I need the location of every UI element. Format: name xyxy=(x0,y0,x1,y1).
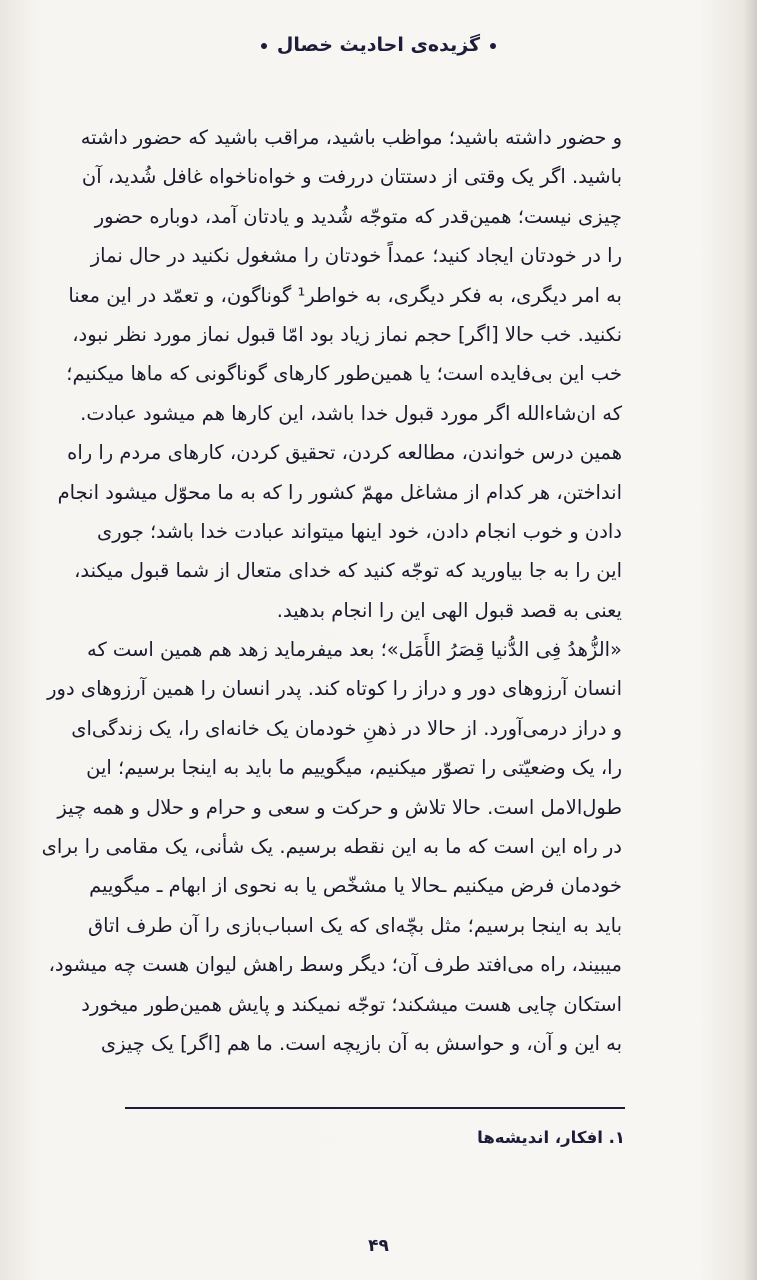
body-text xyxy=(41,118,622,1063)
text-line: این را به جا بیاورید که توجّه کنید که خدای متعال از شما قبول میکند، xyxy=(74,559,622,583)
text-line: را در خودتان ایجاد کنید؛ عمداً خودتان را مشغول نکنید در حال نماز xyxy=(90,244,622,268)
text-line: دادن و خوب انجام دادن، خود اینها میتواند عبادت خدا باشد؛ جوری xyxy=(96,519,622,543)
text-line: باید به اینجا برسیم؛ مثل بچّه‌ای که یک اسباب‌بازی را آن طرف اتاق xyxy=(88,913,622,937)
text-line: خودمان فرض میکنیم ـحالا یا مشخّص یا به نحوی از ابهام ـ میگوییم xyxy=(89,874,622,898)
footnote-divider xyxy=(125,1107,625,1109)
page-shadow-edge xyxy=(743,0,757,1280)
text-line: نکنید. خب حالا [اگر] حجم نماز زیاد بود امّا قبول نماز مورد نظر نبود، xyxy=(72,322,622,346)
text-line: استکان چایی هست میشکند؛ توجّه نمیکند و پایش همین‌طور میخورد xyxy=(81,992,622,1016)
text-line: باشید. اگر یک وقتی از دستتان دررفت و خواه‌ناخواه غافل شُدید، آن xyxy=(81,165,622,189)
header-bullet-right xyxy=(490,43,496,49)
header-title: گزیده‌ی احادیث خصال xyxy=(276,34,481,56)
text-line: و حضور داشته باشید؛ مواظب باشید، مراقب باشید که حضور داشته xyxy=(80,126,622,149)
text-line: به این و آن، و حواسش به آن بازیچه است. ما هم [اگر] یک چیزی xyxy=(100,1031,622,1055)
text-line: میبیند، راه می‌افتد طرف آن؛ دیگر وسط راهش لیوان هست چه میشود، xyxy=(48,953,622,977)
text-line: خب این بی‌فایده است؛ یا همین‌طور کارهای گوناگونی که ماها میکنیم؛ xyxy=(66,362,622,386)
text-line: طول‌الامل است. حالا تلاش و حرکت و سعی و حرام و حلال و همه چیز xyxy=(57,795,622,819)
footnote: ۱. افکار، اندیشه‌ها xyxy=(477,1128,625,1147)
text-line-paragraph-end: یعنی به قصد قبول الهی این را انجام بدهید. xyxy=(276,598,622,622)
text-line: انسان آرزوهای دور و دراز را کوتاه کند. پدر انسان را همین آرزوهای دور xyxy=(47,677,622,701)
text-line: را، یک وضعیّتی را تصوّر میکنیم، میگوییم ما باید به اینجا برسیم؛ این xyxy=(86,756,622,780)
text-line: در راه این است که ما به این نقطه برسیم. یک شأنی، یک مقامی را برای xyxy=(41,835,622,859)
running-header xyxy=(0,34,757,56)
text-line: همین درس خواندن، مطالعه کردن، تحقیق کردن، کارهای مردم را راه xyxy=(67,441,622,465)
text-line: انداختن، هر کدام از مشاغل مهمّ کشور را که به ما محوّل میشود انجام xyxy=(57,480,622,504)
text-line: به امر دیگری، به فکر دیگری، به خواطر¹ گوناگون، و تعمّد در این معنا xyxy=(68,283,622,307)
text-line: و دراز درمی‌آورد. از حالا در ذهنِ خودمان یک خانه‌ای را، یک زندگی‌ای xyxy=(71,716,622,740)
text-line-hadith-quote: «الزُّهدُ فِی الدُّنیا قِصَرُ الأَمَل»؛ بعد میفرماید زهد هم همین است که xyxy=(86,638,622,662)
header-bullet-left xyxy=(261,43,267,49)
page-number: ۴۹ xyxy=(368,1236,389,1256)
text-line: که ان‌شاءالله اگر مورد قبول خدا باشد، این کارها هم میشود عبادت. xyxy=(80,401,622,425)
text-line: چیزی نیست؛ همین‌قدر که متوجّه شُدید و یادتان آمد، دوباره حضور xyxy=(94,204,622,228)
